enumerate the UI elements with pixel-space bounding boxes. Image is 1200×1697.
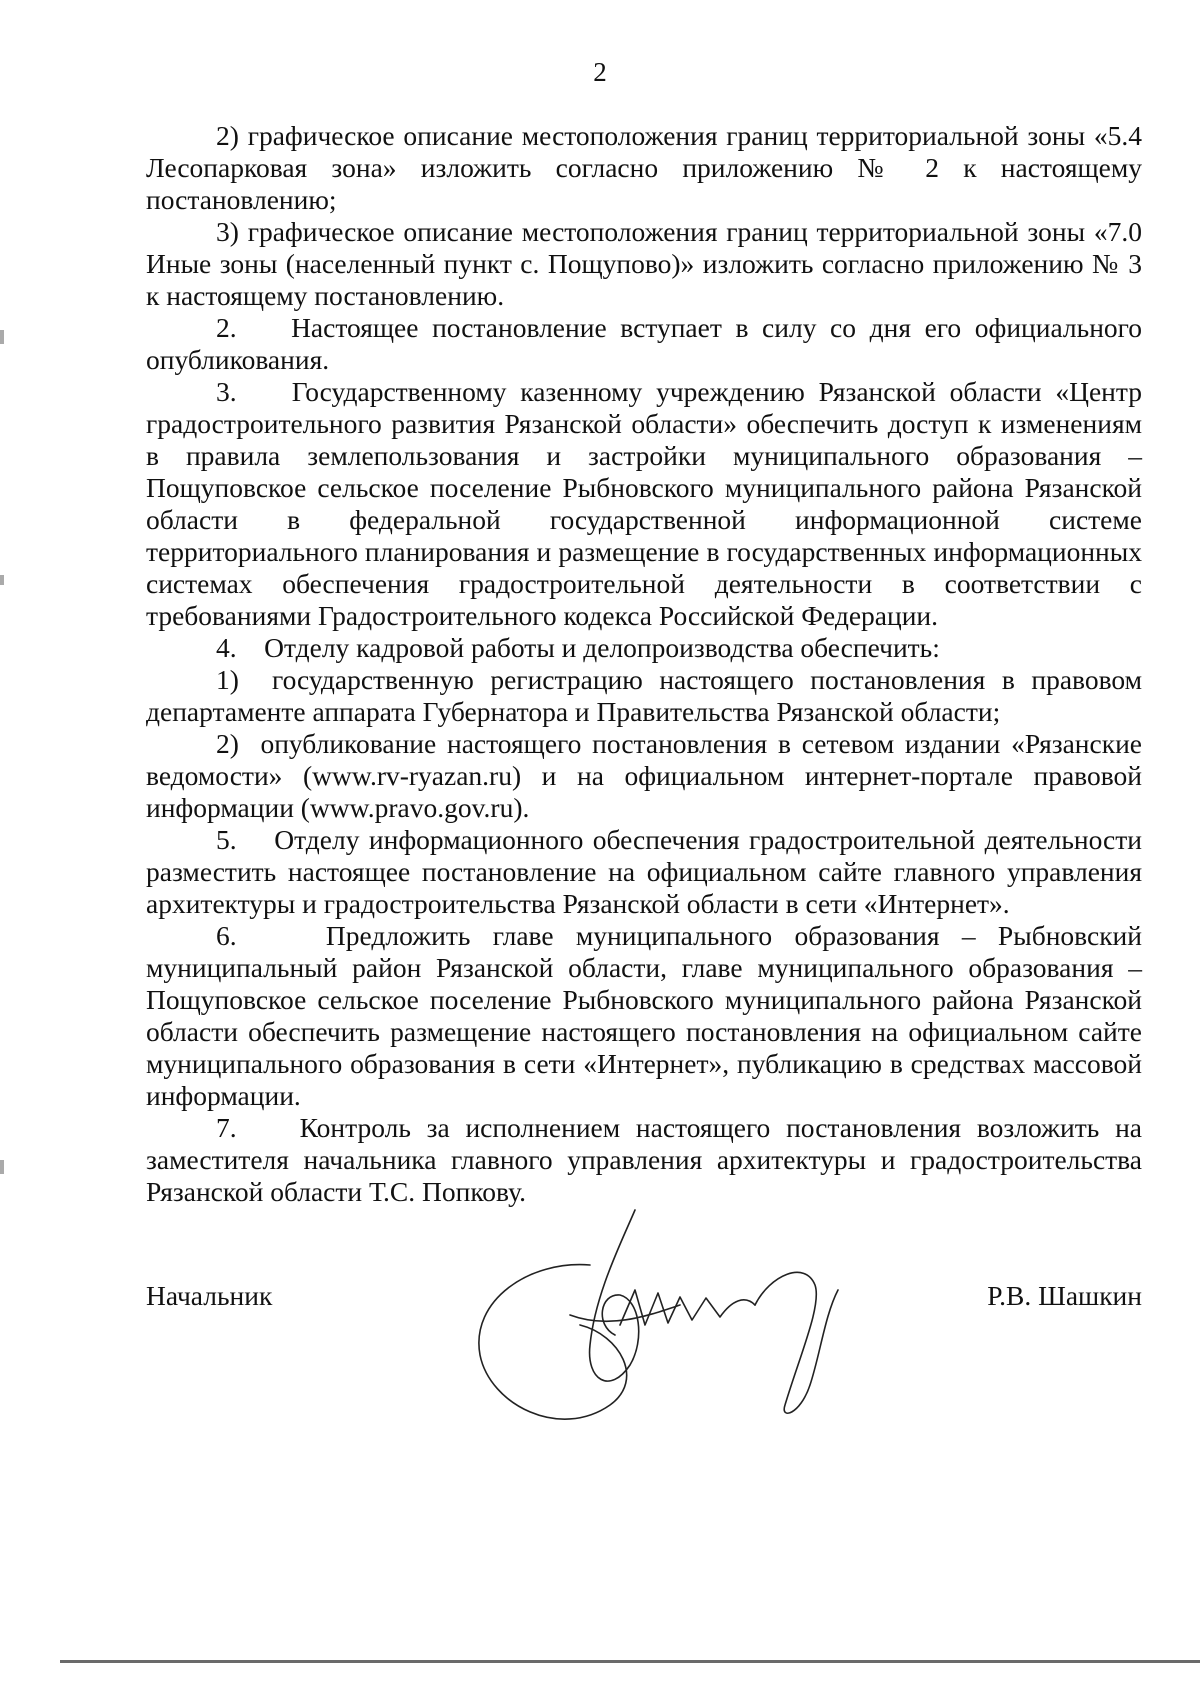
paragraph-item-4-1-registration: 1) государственную регистрацию настоящего постановления в правовом департаменте аппарата Губернатора и Правительства Рязанской области; (146, 664, 1142, 727)
page-number: 2 (593, 57, 607, 87)
paragraph-graphic-description-5-4: 2) графическое описание местоположения границ территориальной зоны «5.4 Лесопарковая зона» изложить согласно приложению № 2 к настоящему постановлению; (146, 120, 1142, 215)
paragraph-graphic-description-7-0: 3) графическое описание местоположения границ территориальной зоны «7.0 Иные зоны (населенный пункт с. Пощупово)» изложить согласно приложению № 3 к настоящему постановлению. (146, 216, 1142, 311)
scan-edge-mark (0, 1160, 4, 1174)
signatory-name: Р.В. Шашкин (987, 1280, 1142, 1311)
scan-edge-mark (0, 330, 4, 344)
scan-edge-line (60, 1660, 1200, 1663)
paragraph-item-4-2-publication: 2) опубликование настоящего постановления в сетевом издании «Рязанские ведомости» (www.rv-ryazan.ru) и на официальном интернет-портале правовой информации (www.pravo.gov.ru). (146, 728, 1142, 823)
paragraph-item-5-website: 5. Отделу информационного обеспечения градостроительной деятельности разместить настоящее постановление на официальном сайте главного управления архитектуры и градостроительства Рязанской области в сети «Интернет». (146, 824, 1142, 919)
paragraph-item-3-access: 3. Государственному казенному учреждению Рязанской области «Центр градостроительного развития Рязанской области» обеспечить доступ к изменениям в правила землепользования и застройки муниципального образования – Пощуповское сельское поселение Рыбновского муниципального района Рязанской области в федеральной государственной информационной системе территориального планирования и размещение в государственных информационных системах обеспечения градостроительной деятельности в соответствии с требованиями Градостроительного кодекса Российской Федерации. (146, 376, 1142, 631)
paragraph-item-2-effective-date: 2. Настоящее постановление вступает в силу со дня его официального опубликования. (146, 312, 1142, 375)
paragraph-item-6-municipal-heads: 6. Предложить главе муниципального образования – Рыбновский муниципальный район Рязанской области, главе муниципального образования – Пощуповское сельское поселение Рыбновского муниципального района Рязанской области обеспечить размещение настоящего постановления на официальном сайте муниципального образования в сети «Интернет», публикацию в средствах массовой информации. (146, 920, 1142, 1111)
document-body (146, 120, 1142, 1208)
signatory-position: Начальник (146, 1280, 273, 1311)
paragraph-item-7-control: 7. Контроль за исполнением настоящего постановления возложить на заместителя начальника главного управления архитектуры и градостроительства Рязанской области Т.С. Попкову. (146, 1112, 1142, 1207)
paragraph-item-4-records-department: 4. Отделу кадровой работы и делопроизводства обеспечить: (216, 632, 940, 663)
handwritten-signature (470, 1205, 870, 1445)
scan-edge-mark (0, 575, 4, 585)
